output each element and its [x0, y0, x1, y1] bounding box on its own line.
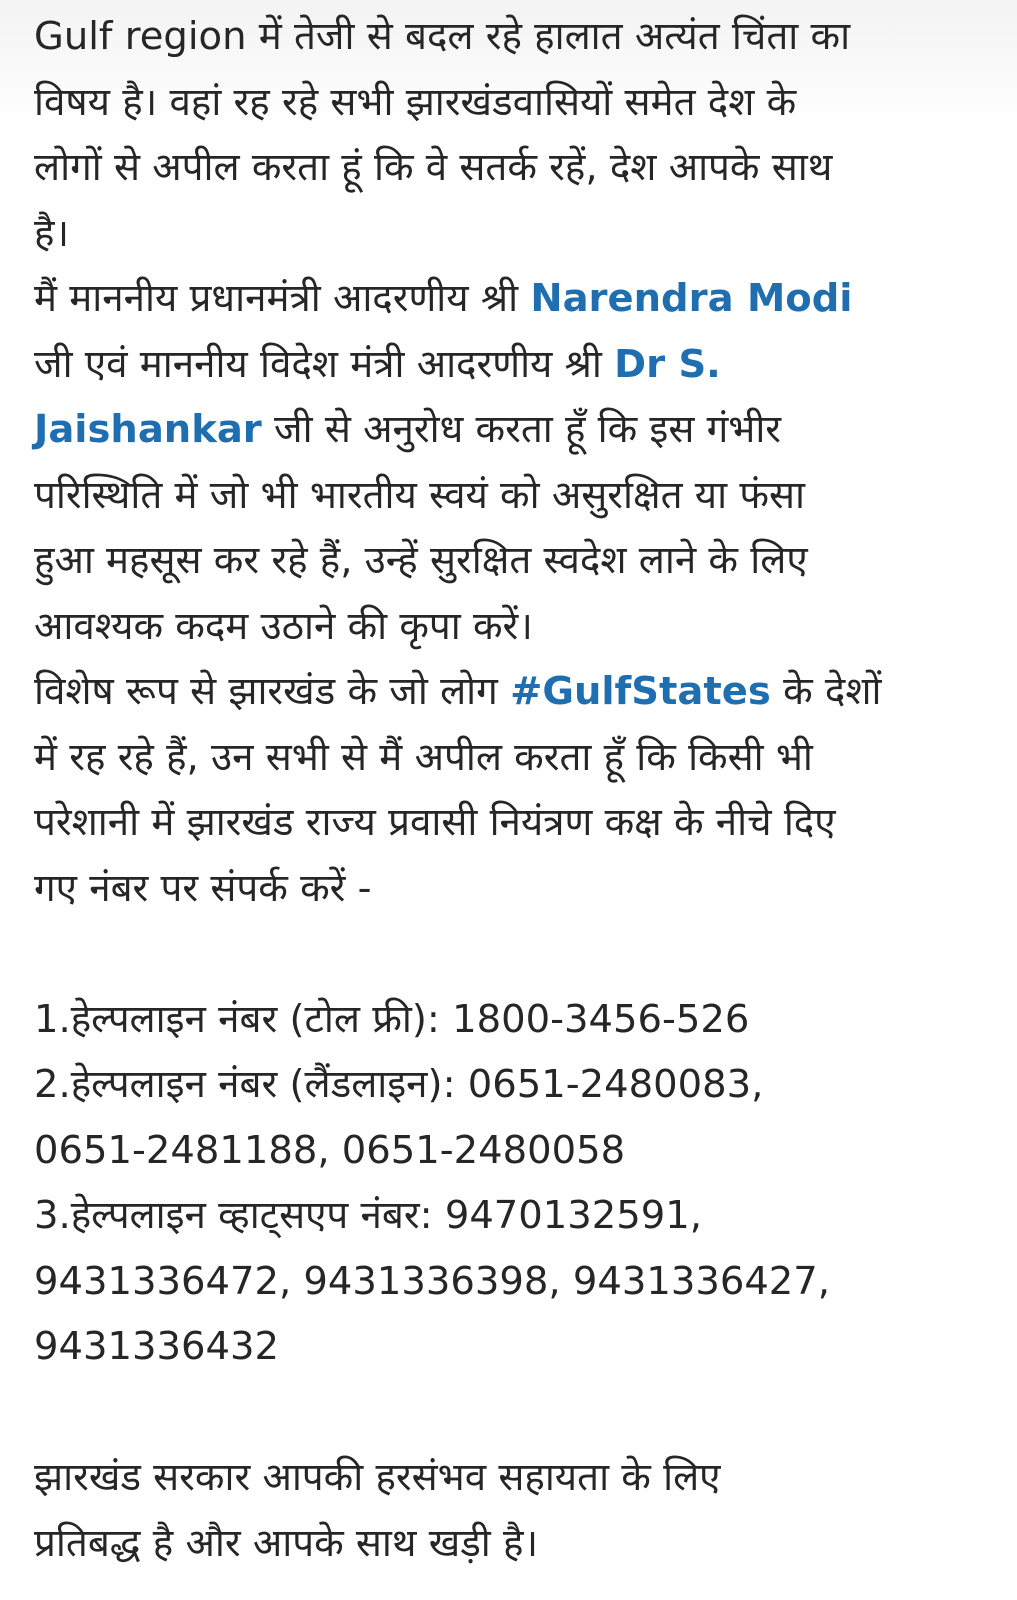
- text-line: झारखंड सरकार आपकी हरसंभव सहायता के लिए: [34, 1455, 721, 1500]
- helpline-landline: 2.हेल्पलाइन नंबर (लैंडलाइन): 0651-2480083,: [34, 1062, 764, 1107]
- text-line: विषय है। वहां रह रहे सभी झारखंडवासियों समेत देश के: [34, 79, 797, 125]
- text-line: परेशानी में झारखंड राज्य प्रवासी नियंत्रण कक्ष के नीचे दिए: [34, 800, 836, 845]
- text-line: लोगों से अपील करता हूं कि वे सतर्क रहें, देश आपके साथ: [34, 145, 833, 190]
- text-segment: के देशों: [783, 669, 882, 714]
- text-line: [34, 659, 983, 725]
- paragraph-spacer: [34, 921, 983, 987]
- text-line: है।: [34, 210, 70, 256]
- text-line: [34, 397, 983, 463]
- text-line: में रह रहे हैं, उन सभी से मैं अपील करता हूँ कि किसी भी: [34, 734, 813, 780]
- text-segment: मैं माननीय प्रधानमंत्री आदरणीय श्री: [34, 276, 519, 321]
- text-segment: जी से अनुरोध करता हूँ कि इस गंभीर: [274, 407, 782, 452]
- helpline-landline-continued: 0651-2481188, 0651-2480058: [34, 1127, 626, 1173]
- text-line: [34, 332, 983, 398]
- helpline-toll-free: 1.हेल्पलाइन नंबर (टोल फ्री): 1800-3456-526: [34, 996, 750, 1042]
- text-line: आवश्यक कदम उठाने की कृपा करें।: [34, 603, 533, 649]
- text-line: Gulf region में तेजी से बदल रहे हालात अत्यंत चिंता का: [34, 14, 851, 59]
- text-line: [34, 266, 983, 332]
- helpline-whatsapp: 3.हेल्पलाइन व्हाट्सएप नंबर: 9470132591,: [34, 1193, 703, 1238]
- text-line: हुआ महसूस कर रहे हैं, उन्हें सुरक्षित स्वदेश लाने के लिए: [34, 538, 808, 583]
- text-line: प्रतिबद्ध है और आपके साथ खड़ी है।: [34, 1520, 539, 1566]
- hashtag-gulfstates[interactable]: #GulfStates: [510, 669, 771, 714]
- mention-jaishankar[interactable]: Dr S.: [614, 341, 721, 387]
- text-segment: जी एवं माननीय विदेश मंत्री आदरणीय श्री: [34, 341, 602, 387]
- text-line: परिस्थिति में जो भी भारतीय स्वयं को असुरक्षित या फंसा: [34, 472, 805, 518]
- paragraph-spacer: [34, 1380, 983, 1446]
- helpline-whatsapp-continued: 9431336432: [34, 1324, 279, 1369]
- text-segment: विशेष रूप से झारखंड के जो लोग: [34, 669, 498, 714]
- mention-narendra-modi[interactable]: Narendra Modi: [530, 276, 853, 321]
- post-text: [34, 4, 983, 1576]
- mention-jaishankar-continued[interactable]: Jaishankar: [34, 407, 262, 452]
- helpline-whatsapp-continued: 9431336472, 9431336398, 9431336427,: [34, 1258, 831, 1304]
- text-line: गए नंबर पर संपर्क करें -: [34, 865, 372, 911]
